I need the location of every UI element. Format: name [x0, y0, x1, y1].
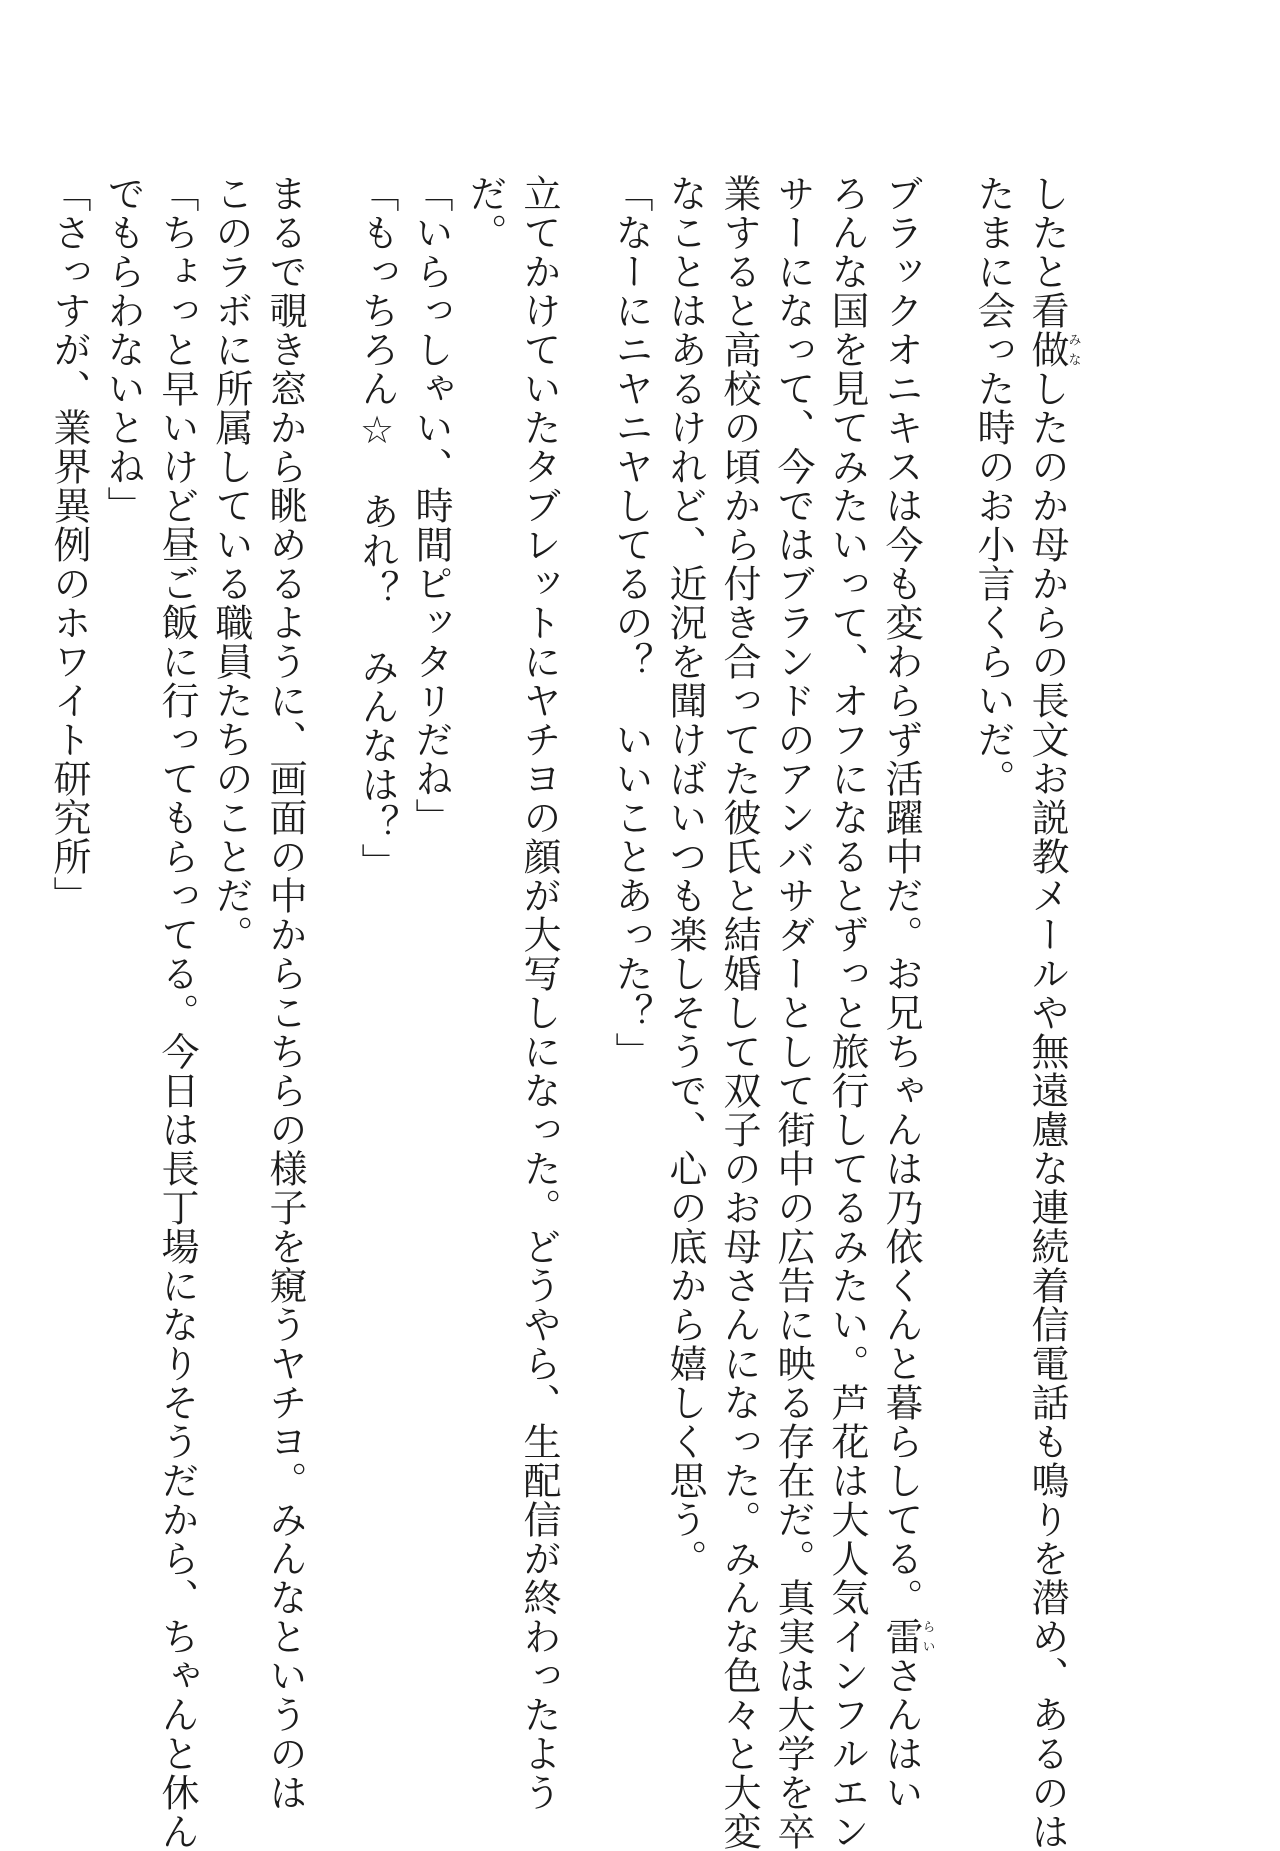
text-line-2: たまに会った時のお小言くらいだ。: [971, 174, 1015, 798]
vertical-text-block: [42, 174, 1081, 1851]
text-line-7: なことはあるけれど、近況を聞けばいつも楽しそうで、心の底から嬉しく思う。: [663, 174, 707, 1578]
ruby-mina: 做みな: [1025, 330, 1081, 369]
text-line-12: 「もっちろん☆ あれ？ みんなは？」: [355, 174, 399, 882]
text-line-3: ブラックオニキスは今も変わらず活躍中だ。お兄ちゃんは乃依くんと暮らしてる。雷らいさんはい: [879, 174, 935, 1812]
text-line-6: 業すると高校の頃から付き合ってた彼氏と結婚して双子のお母さんになった。みんな色々と大変: [717, 174, 761, 1851]
text-line-10: だ。: [463, 174, 507, 252]
text-line-15: 「ちょっと早いけど昼ご飯に行ってもらってる。今日は長丁場になりそうだから、ちゃんと休ん: [155, 174, 199, 1851]
text-line-13: まるで覗き窓から眺めるように、画面の中からこちらの様子を窺うヤチヨ。みんなというのは: [263, 174, 307, 1812]
text-line-1: したと看做みなしたのか母からの長文お説教メールや無遠慮な連続着信電話も鳴りを潜め、あるのは: [1025, 174, 1081, 1851]
text-line-4: ろんな国を見てみたいって、オフになるとずっと旅行してるみたい。芦花は大人気インフルエン: [825, 174, 869, 1851]
text-line-8: 「なーにニヤニヤしてるの？ いいことあった？」: [609, 174, 653, 1071]
text-line-9: 立てかけていたタブレットにヤチヨの顔が大写しになった。どうやら、生配信が終わったよう: [517, 174, 561, 1812]
ruby-rai: 雷らい: [879, 1617, 935, 1656]
text-line-14: このラボに所属している職員たちのことだ。: [209, 174, 253, 954]
text-line-5: サーになって、今ではブランドのアンバサダーとして街中の広告に映る存在だ。真実は大学を卒: [771, 174, 815, 1851]
text-line-16: でもらわないとね」: [101, 174, 145, 525]
text-line-17: 「さっすが、業界異例のホワイト研究所」: [47, 174, 91, 915]
text-line-11: 「いらっしゃい、時間ピッタリだね」: [409, 174, 453, 837]
